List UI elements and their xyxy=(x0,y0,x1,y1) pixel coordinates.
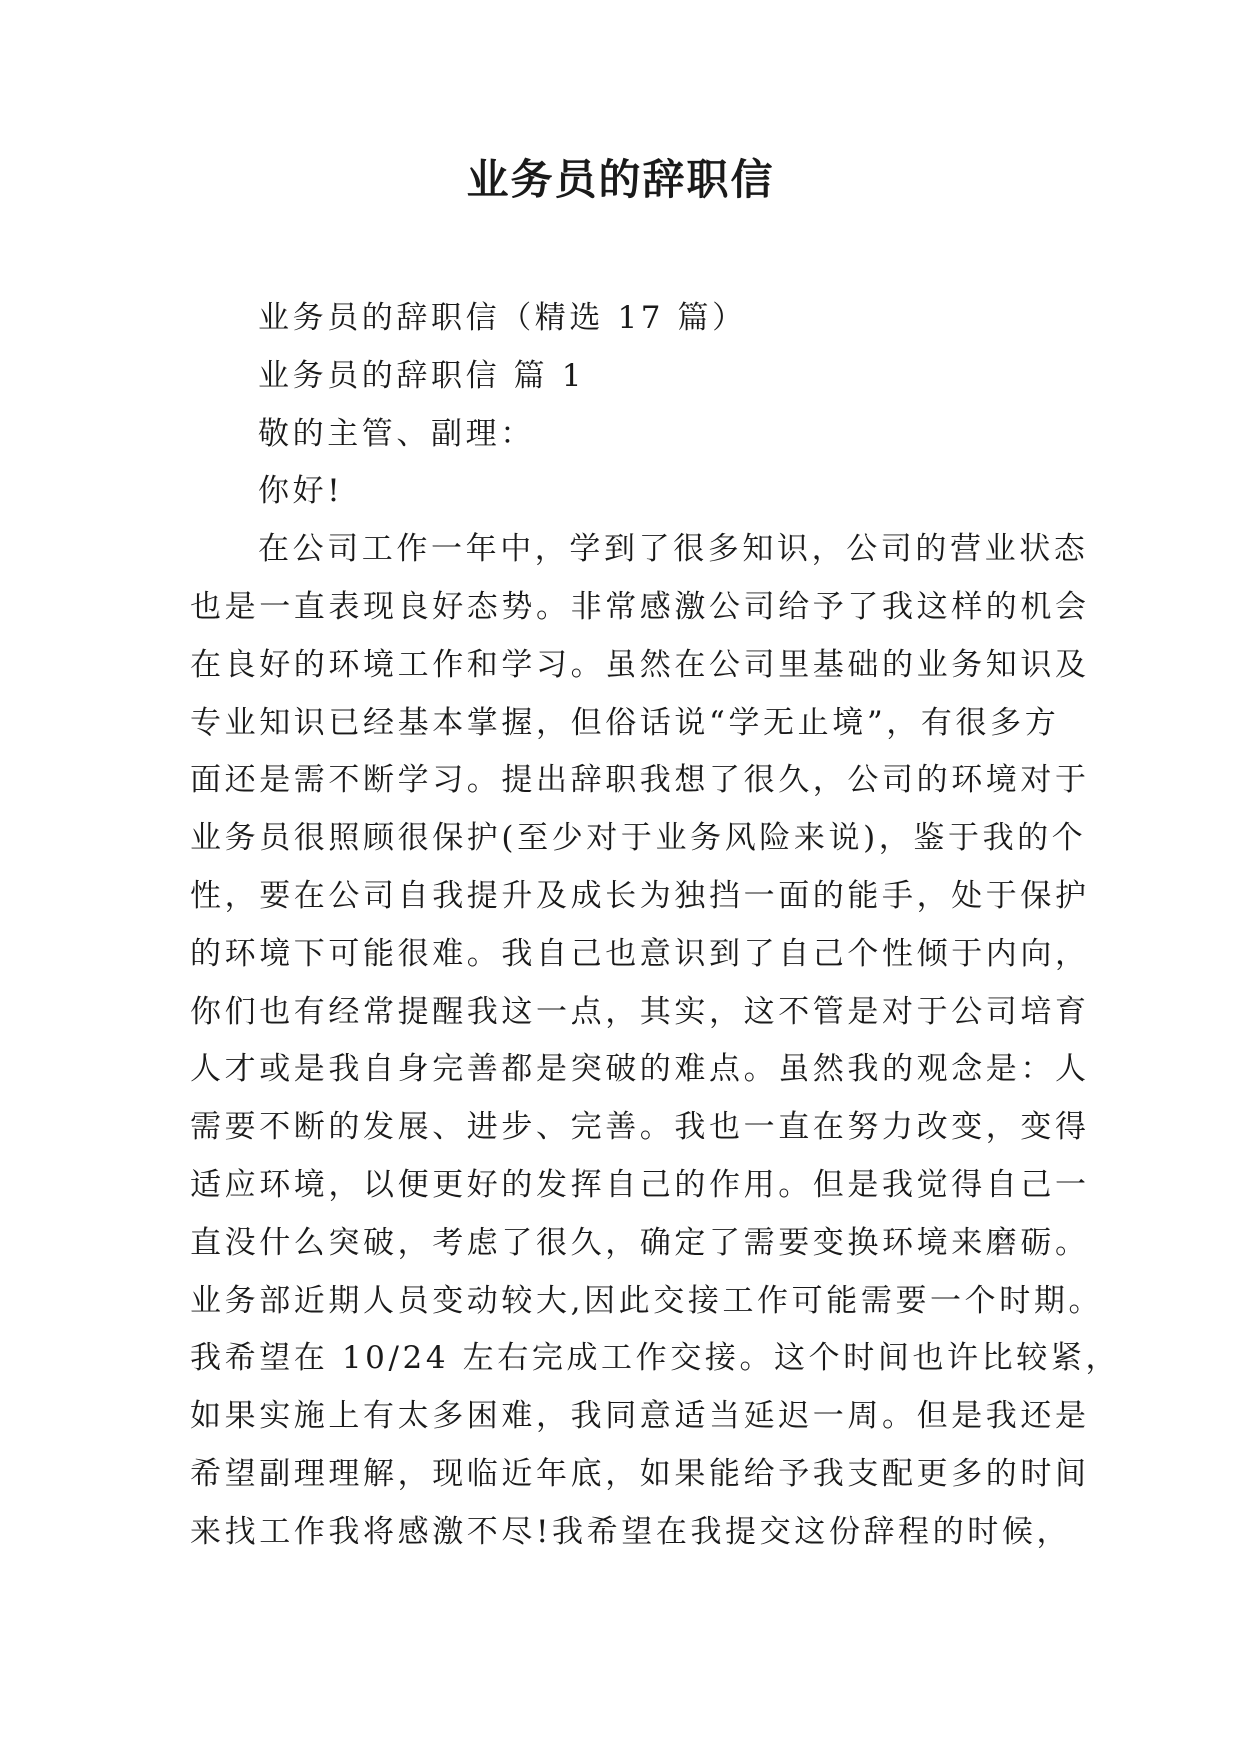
body-line: 在良好的环境工作和学习。虽然在公司里基础的业务知识及 xyxy=(190,646,1090,683)
body-line: 性，要在公司自我提升及成长为独挡一面的能手，处于保护 xyxy=(190,877,1090,914)
body-line: 的环境下可能很难。我自己也意识到了自己个性倾于内向， xyxy=(190,935,1090,972)
section-heading: 业务员的辞职信 篇 1 xyxy=(258,357,586,394)
body-line: 也是一直表现良好态势。非常感激公司给予了我这样的机会 xyxy=(190,588,1090,625)
body-line: 专业知识已经基本掌握，但俗话说“学无止境”，有很多方 xyxy=(190,704,1060,741)
body-line: 适应环境，以便更好的发挥自己的作用。但是我觉得自己一 xyxy=(190,1166,1090,1203)
body-line: 如果实施上有太多困难，我同意适当延迟一周。但是我还是 xyxy=(190,1398,1090,1435)
subtitle-line: 业务员的辞职信（精选 17 篇） xyxy=(258,300,747,336)
body-line: 来找工作我将感激不尽!我希望在我提交这份辞程的时候， xyxy=(190,1513,1072,1550)
body-line: 需要不断的发展、进步、完善。我也一直在努力改变，变得 xyxy=(190,1109,1090,1146)
salutation: 敬的主管、副理： xyxy=(258,415,535,452)
greeting: 你好! xyxy=(258,473,344,510)
body-line: 你们也有经常提醒我这一点，其实，这不管是对于公司培育 xyxy=(190,993,1090,1030)
body-line: 在公司工作一年中，学到了很多知识，公司的营业状态 xyxy=(258,531,1089,568)
body-line: 面还是需不断学习。提出辞职我想了很久，公司的环境对于 xyxy=(190,762,1090,799)
document-title: 业务员的辞职信 xyxy=(466,155,775,204)
body-line: 业务部近期人员变动较大,因此交接工作可能需要一个时期。 xyxy=(190,1282,1104,1319)
body-line: 业务员很照顾很保护(至少对于业务风险来说)，鉴于我的个 xyxy=(190,820,1087,857)
body-line: 人才或是我自身完善都是突破的难点。虽然我的观念是：人 xyxy=(190,1051,1090,1088)
body-line: 希望副理理解，现临近年底，如果能给予我支配更多的时间 xyxy=(190,1455,1090,1492)
body-line: 我希望在 10/24 左右完成工作交接。这个时间也许比较紧， xyxy=(190,1340,1121,1377)
document-body xyxy=(190,290,1121,1562)
body-line: 直没什么突破，考虑了很久，确定了需要变换环境来磨砺。 xyxy=(190,1224,1090,1261)
